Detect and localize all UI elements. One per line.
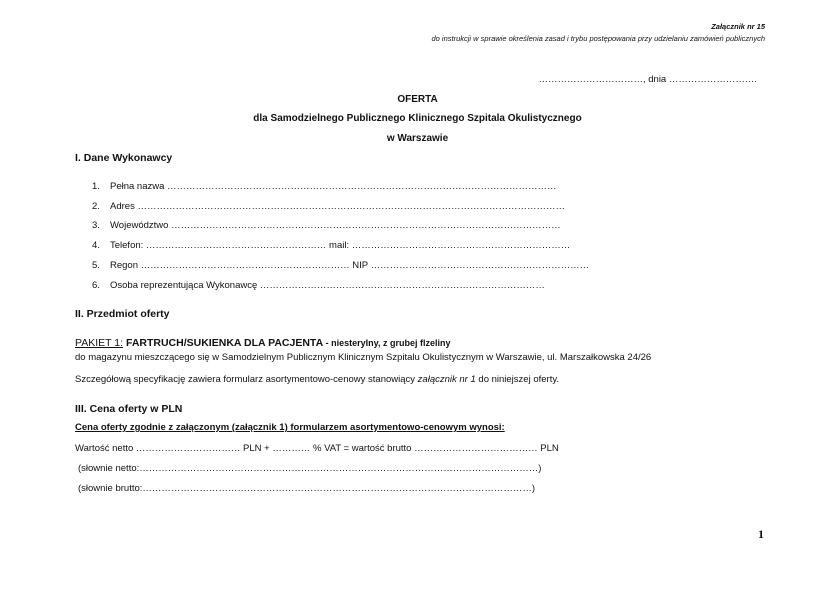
attachment-label: Załącznik nr 15: [711, 22, 765, 31]
price-subheading: Cena oferty zgodnie z załączonym (załącznik 1) formularzem asortymentowo-cenowym wynosi:: [75, 422, 505, 433]
date-line: ……………………………, dnia ……………………….: [538, 74, 757, 85]
section-contractor-heading: I. Dane Wykonawcy: [75, 152, 173, 164]
specification-note: Szczegółową specyfikację zawiera formularz asortymentowo-cenowy stanowiący załącznik nr 1 do niniejszej oferty.: [75, 374, 560, 385]
contractor-field-regon-nip: 5. Regon ………………………………………………………… NIP ……………………………………………………………: [92, 260, 590, 271]
price-netto-in-words: (słownie netto:………………………………………………………………………………………………………………): [78, 463, 542, 474]
contractor-field-name: 1. Pełna nazwa ……………………………………………………………………………………………………………: [92, 181, 557, 192]
contractor-field-representative: 6. Osoba reprezentująca Wykonawcę ………………………………………………………………………………: [92, 280, 545, 291]
price-value-line: Wartość netto …………………………… PLN + ………… % VAT = wartość brutto ………………………………… PLN: [75, 443, 559, 454]
package-title: PAKIET 1: FARTRUCH/SUKIENKA DLA PACJENTA - niesteryIny, z grubej flzeliny: [75, 337, 451, 349]
page-number: 1: [758, 527, 764, 541]
instruction-reference: do instrukcji w sprawie określenia zasad i trybu postępowania przy udzielaniu zamówień publicznych: [431, 34, 765, 43]
section-subject-heading: II. Przedmiot oferty: [75, 308, 170, 320]
delivery-location: do magazynu mieszczącego się w Samodzielnym Publicznym Klinicznym Szpitalu Okulistycznym w Warszawie, ul. Marszałkowska 24/26: [75, 352, 652, 363]
contractor-field-voivodeship: 3. Województwo ……………………………………………………………………………………………………………: [92, 220, 561, 231]
offer-title: OFERTA: [397, 94, 438, 105]
contractor-field-address: 2. Adres ………………………………………………………………………………………………………………………: [92, 201, 565, 212]
contractor-field-phone-mail: 4. Telefon: ………………………………………………… mail: ……………………………………………………………: [92, 240, 571, 251]
section-price-heading: III. Cena oferty w PLN: [75, 403, 183, 415]
offer-city: w Warszawie: [386, 133, 449, 144]
offer-recipient: dla Samodzielnego Publicznego Klinicznego Szpitala Okulistycznego: [253, 113, 582, 124]
price-brutto-in-words: (słownie brutto:……………………………………………………………………………………………………………): [78, 483, 536, 494]
